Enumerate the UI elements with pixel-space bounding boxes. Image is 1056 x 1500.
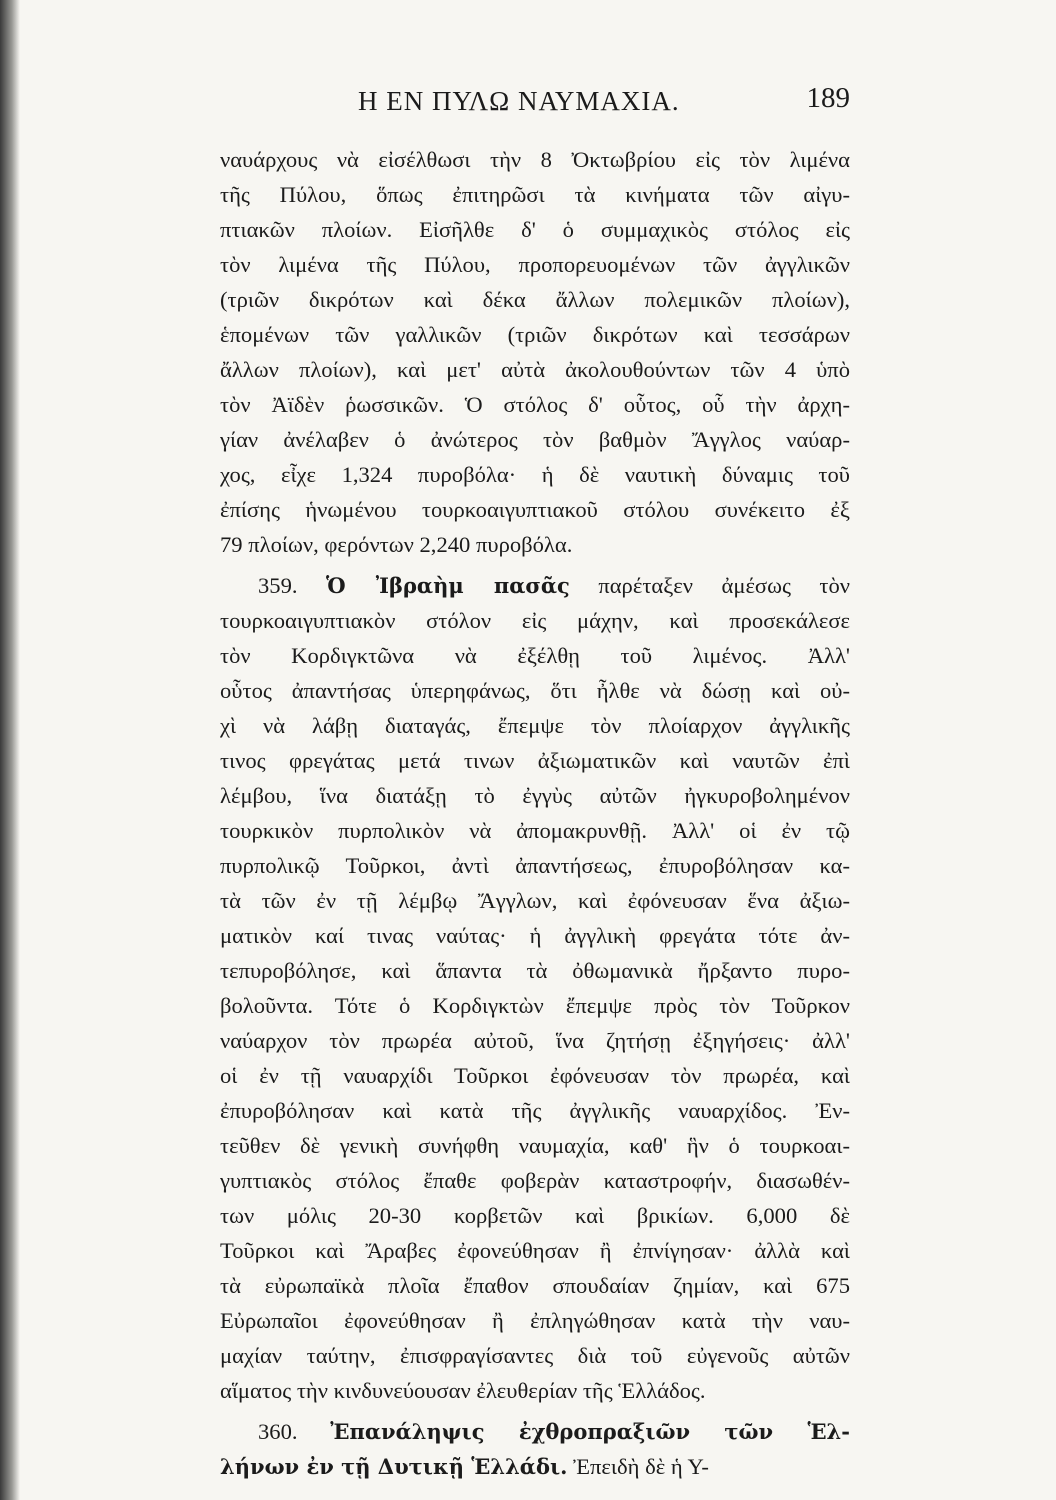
text-line: τουρκοαιγυπτιακὸν στόλον εἰς μάχην, καὶ προσεκάλεσε: [220, 608, 850, 633]
text-line: αἵματος τὴν κινδυνεύουσαν ἐλευθερίαν τῆς Ἑλλάδος.: [220, 1378, 706, 1403]
text-line: τὸν λιμένα τῆς Πύλου, προπορευομένων τῶν ἀγγλικῶν: [220, 252, 850, 277]
text-line: ναύαρχον τὸν πρωρέα αὐτοῦ, ἵνα ζητήσῃ ἐξηγήσεις· ἀλλ': [220, 1028, 850, 1053]
text-line: μαχίαν ταύτην, ἐπισφραγίσαντες διὰ τοῦ εὐγενοῦς αὐτῶν: [220, 1343, 850, 1368]
text-segment: Ἐπειδὴ δὲ ἡ Υ-: [573, 1454, 709, 1479]
text-line: (τριῶν δικρότων καὶ δέκα ἄλλων πολεμικῶν πλοίων),: [220, 287, 850, 312]
text-line: οἱ ἐν τῇ ναυαρχίδι Τοῦρκοι ἐφόνευσαν τὸν πρωρέα, καὶ: [220, 1063, 850, 1088]
text-line: λέμβου, ἵνα διατάξῃ τὸ ἐγγὺς αὐτῶν ἠγκυροβολημένον: [220, 783, 850, 808]
paragraph-359-first-line: [220, 568, 850, 603]
text-line: γυπτιακὸς στόλος ἔπαθε φοβερὰν καταστροφήν, διασωθέν-: [220, 1168, 850, 1193]
text-line: τεῦθεν δὲ γενικὴ συνήφθη ναυμαχία, καθ' ἣν ὁ τουρκοαι-: [220, 1133, 850, 1158]
paragraph-number: 359.: [258, 573, 298, 598]
text-line: τὰ εὐρωπαϊκὰ πλοῖα ἔπαθον σπουδαίαν ζημίαν, καὶ 675: [220, 1273, 850, 1298]
text-line: ναυάρχους νὰ εἰσέλθωσι τὴν 8 Ὀκτωβρίου εἰς τὸν λιμένα: [220, 147, 850, 172]
page-body: [220, 142, 850, 1484]
text-line: ἄλλων πλοίων), καὶ μετ' αὐτὰ ἀκολουθούντων τῶν 4 ὑπὸ: [220, 357, 850, 382]
text-line: τὸν Ἀϊδὲν ῥωσσικῶν. Ὁ στόλος δ' οὗτος, οὗ τὴν ἀρχη-: [220, 392, 850, 417]
page-number: 189: [806, 82, 850, 114]
page-spine-shadow: [0, 0, 20, 1500]
paragraph-360-first-line: [220, 1414, 850, 1449]
text-line: τεπυροβόλησε, καὶ ἅπαντα τὰ ὀθωμανικὰ ἤρξαντο πυρο-: [220, 958, 850, 983]
text-line: βολοῦντα. Τότε ὁ Κορδιγκτὼν ἔπεμψε πρὸς τὸν Τοῦρκον: [220, 993, 850, 1018]
text-line: Τοῦρκοι καὶ Ἄραβες ἐφονεύθησαν ἢ ἐπνίγησαν· ἀλλὰ καὶ: [220, 1238, 850, 1263]
text-segment: παρέταξεν ἀμέσως τὸν: [598, 573, 850, 598]
text-line: των μόλις 20-30 κορβετῶν καὶ βρικίων. 6,000 δὲ: [220, 1203, 850, 1228]
text-line: τουρκικὸν πυρπολικὸν νὰ ἀπομακρυνθῇ. Ἀλλ' οἱ ἐν τῷ: [220, 818, 850, 843]
text-line: πυρπολικῷ Τοῦρκοι, ἀντὶ ἀπαντήσεως, ἐπυροβόλησαν κα-: [220, 853, 850, 878]
paragraph-heading-continued: λήνων ἐν τῇ Δυτικῇ Ἑλλάδι.: [220, 1454, 568, 1479]
text-line: ἐπυροβόλησαν καὶ κατὰ τῆς ἀγγλικῆς ναυαρχίδος. Ἐν-: [220, 1098, 850, 1123]
text-line: πτιακῶν πλοίων. Εἰσῆλθε δ' ὁ συμμαχικὸς στόλος εἰς: [220, 217, 850, 242]
paragraph-heading: Ἐπανάληψις ἐχθροπραξιῶν τῶν Ἑλ-: [330, 1419, 850, 1444]
text-line: χὶ νὰ λάβῃ διαταγάς, ἔπεμψε τὸν πλοίαρχον ἀγγλικῆς: [220, 713, 850, 738]
text-line: γίαν ἀνέλαβεν ὁ ἀνώτερος τὸν βαθμὸν Ἄγγλος ναύαρ-: [220, 427, 850, 452]
text-line: 79 πλοίων, φερόντων 2,240 πυροβόλα.: [220, 532, 573, 557]
text-line: τινος φρεγάτας μετά τινων ἀξιωματικῶν καὶ ναυτῶν ἐπὶ: [220, 748, 850, 773]
paragraph-heading: Ὁ Ἰβραὴμ πασᾶς: [326, 573, 570, 598]
paragraph-number: 360.: [258, 1419, 298, 1444]
text-line: ἐπίσης ἡνωμένου τουρκοαιγυπτιακοῦ στόλου συνέκειτο ἐξ: [220, 497, 850, 522]
paragraph-360-second-line: [220, 1449, 850, 1484]
text-line: οὗτος ἀπαντήσας ὑπερηφάνως, ὅτι ἦλθε νὰ δώσῃ καὶ οὐ-: [220, 678, 850, 703]
text-line: τῆς Πύλου, ὅπως ἐπιτηρῶσι τὰ κινήματα τῶν αἰγυ-: [220, 182, 850, 207]
text-line: ἑπομένων τῶν γαλλικῶν (τριῶν δικρότων καὶ τεσσάρων: [220, 322, 850, 347]
page-header: [220, 80, 850, 124]
text-line: Εὐρωπαῖοι ἐφονεύθησαν ἢ ἐπληγώθησαν κατὰ τὴν ναυ-: [220, 1308, 850, 1333]
text-line: τὰ τῶν ἐν τῇ λέμβῳ Ἄγγλων, καὶ ἐφόνευσαν ἕνα ἀξιω-: [220, 888, 850, 913]
text-line: ματικὸν καί τινας ναύτας· ἡ ἀγγλικὴ φρεγάτα τότε ἀν-: [220, 923, 850, 948]
text-line: τὸν Κορδιγκτῶνα νὰ ἐξέλθῃ τοῦ λιμένος. Ἀλλ': [220, 643, 850, 668]
text-line: χος, εἶχε 1,324 πυροβόλα· ἡ δὲ ναυτικὴ δύναμις τοῦ: [220, 462, 850, 487]
running-title: Η ΕΝ ΠΥΛΩ ΝΑΥΜΑΧΙΑ.: [358, 86, 680, 116]
